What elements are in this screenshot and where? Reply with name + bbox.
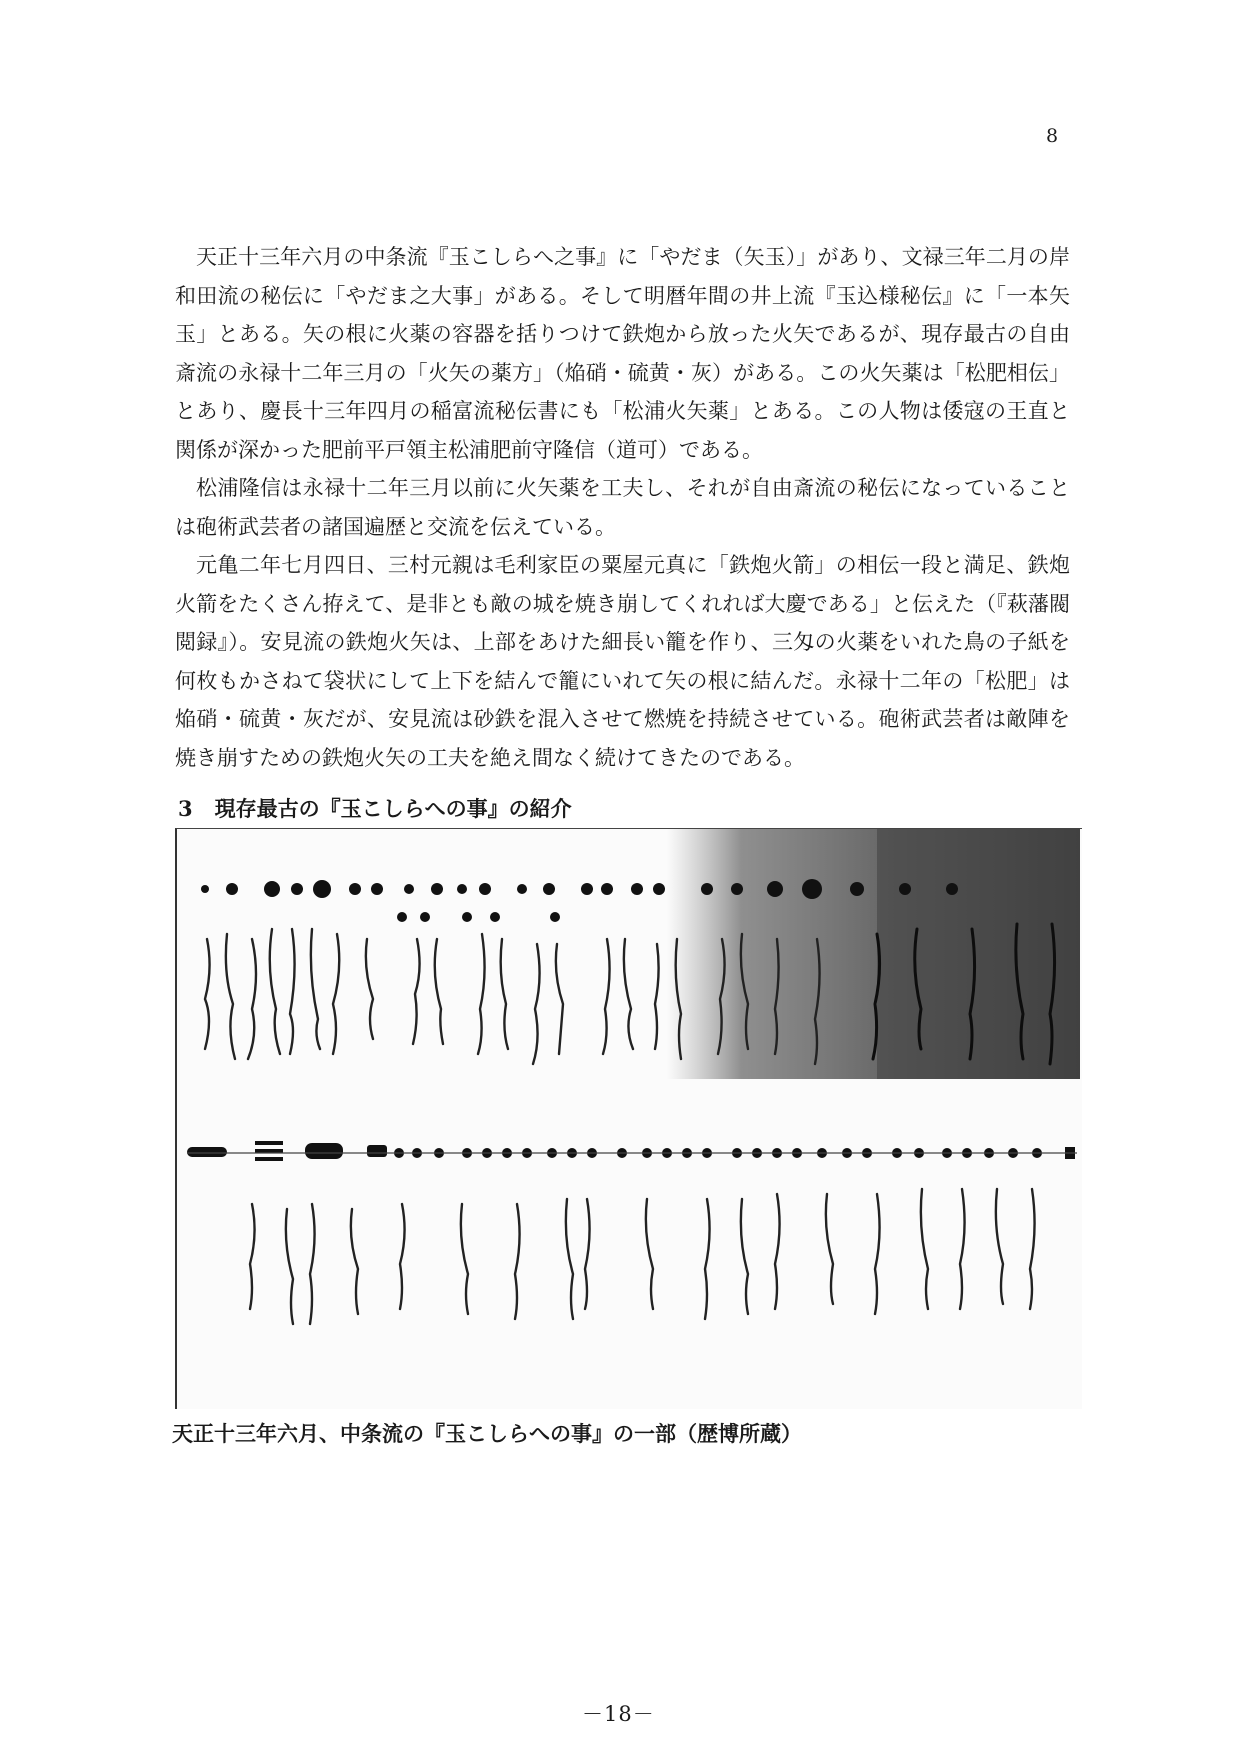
paragraph: 天正十三年六月の中条流『玉こしらへ之事』に「やだま（矢玉）」があり、文禄三年二月の岸和田流の秘伝に「やだま之大事」がある。そして明暦年間の井上流『玉込様秘伝』に「一本矢玉」とある。矢の根に火薬の容器を括りつけて鉄炮から放った火矢であるが、現存最古の自由斎流の永禄十二年三月の「火矢の薬方」（焔硝・硫黄・灰）がある。この火矢薬は「松肥相伝」とあり、慶長十三年四月の稲富流秘伝書にも「松浦火矢薬」とある。この人物は倭寇の王直と関係が深かった肥前平戸領主松浦肥前守隆信（道可）である。 [175,245,1070,462]
paragraph: 元亀二年七月四日、三村元親は毛利家臣の粟屋元真に「鉄炮火箭」の相伝一段と満足、鉄炮火箭をたくさん拵えて、是非とも敵の城を焼き崩してくれれば大慶である」と伝えた（『萩藩閥閲録』）。安見流の鉄炮火矢は、上部をあけた細長い籠を作り、三匁の火薬をいれた鳥の子紙を何枚もかさねて袋状にして上下を結んで籠にいれて矢の根に結んだ。永禄十二年の「松肥」は焔硝・硫黄・灰だが、安見流は砂鉄を混入させて燃焼を持続させている。砲術武芸者は敵陣を焼き崩すための鉄炮火矢の工夫を絶え間なく続けてきたのである。 [175,553,1070,770]
paragraph: 松浦隆信は永禄十二年三月以前に火矢薬を工夫し、それが自由斎流の秘伝になっていることは砲術武芸者の諸国遍歴と交流を伝えている。 [175,476,1070,539]
manuscript-figure [175,828,1082,1409]
manuscript-scan-image [177,829,1080,1407]
page-corner-number: 8 [1046,125,1059,147]
footer-page-number: －18－ [582,1702,655,1726]
figure-caption: 天正十三年六月、中条流の『玉こしらへの事』の一部（歴博所蔵） [172,1421,802,1446]
section-title: 現存最古の『玉こしらへの事』の紹介 [214,796,572,821]
section-heading [178,793,572,823]
body-text [175,238,1070,777]
section-number: 3 [178,796,193,821]
